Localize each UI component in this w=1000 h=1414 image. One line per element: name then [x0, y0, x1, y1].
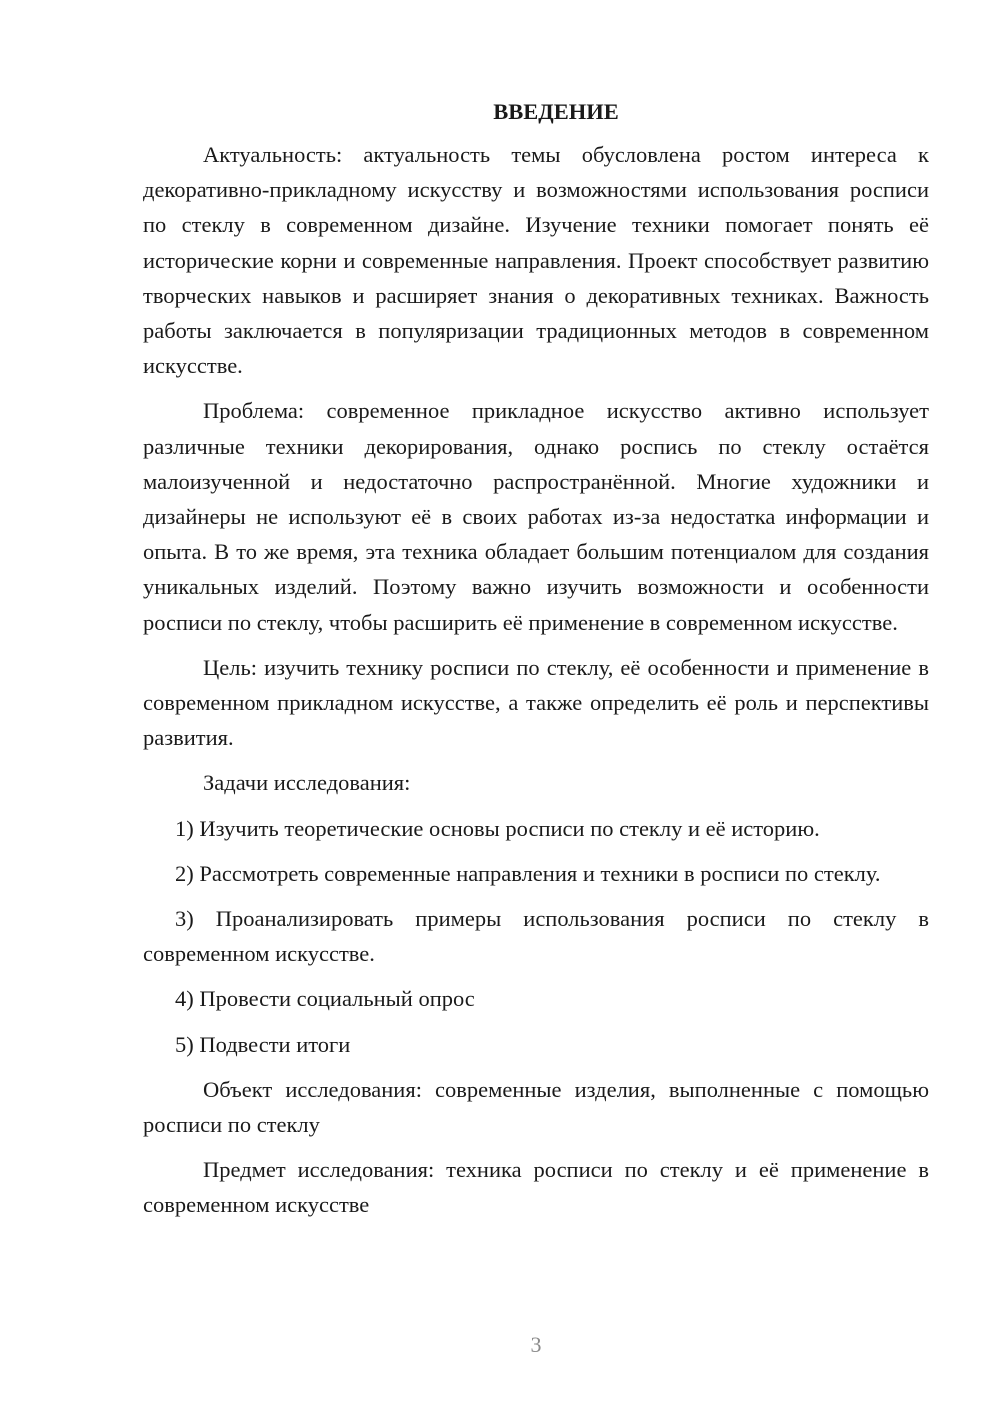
- page-number: 3: [530, 1332, 542, 1357]
- problem-paragraph: Проблема: современное прикладное искусство активно использует различные техники декорирования, однако роспись по стеклу остаётся малоизученной и недостаточно распространённой. Многие художники и дизайнеры не используют её в своих работах из-за недостатка информации и опыта. В то же время, эта техника обладает большим потенциалом для создания уникальных изделий. Поэтому важно изучить возможности и особенности росписи по стеклу, чтобы расширить её применение в современном искусстве.: [143, 398, 929, 635]
- page-content: [143, 97, 929, 1233]
- section-title: ВВЕДЕНИЕ: [493, 99, 619, 124]
- task-item-1: 1) Изучить теоретические основы росписи по стеклу и её историю.: [175, 815, 820, 841]
- task-item-3: 3) Проанализировать примеры использования росписи по стеклу в современном искусстве.: [143, 906, 929, 967]
- goal-paragraph: Цель: изучить технику росписи по стеклу, её особенности и применение в современном прикладном искусстве, а также определить её роль и перспективы развития.: [143, 654, 929, 751]
- task-item-2: 2) Рассмотреть современные направления и техники в росписи по стеклу.: [175, 860, 881, 886]
- subject-paragraph: Предмет исследования: техника росписи по стеклу и её применение в современном искусстве: [143, 1157, 929, 1218]
- object-paragraph: Объект исследования: современные изделия, выполненные с помощью росписи по стеклу: [143, 1076, 929, 1138]
- relevance-paragraph: Актуальность: актуальность темы обусловлена ростом интереса к декоративно-прикладному искусству и возможностями использования росписи по стеклу в современном дизайне. Изучение техники помогает понять её исторические корни и современные направления. Проект способствует развитию творческих навыков и расширяет знания о декоративных техниках. Важность работы заключается в популяризации традиционных методов в современном искусстве.: [143, 142, 929, 379]
- tasks-heading: Задачи исследования:: [203, 770, 411, 796]
- task-item-5: 5) Подвести итоги: [175, 1031, 351, 1057]
- task-item-4: 4) Провести социальный опрос: [175, 986, 475, 1012]
